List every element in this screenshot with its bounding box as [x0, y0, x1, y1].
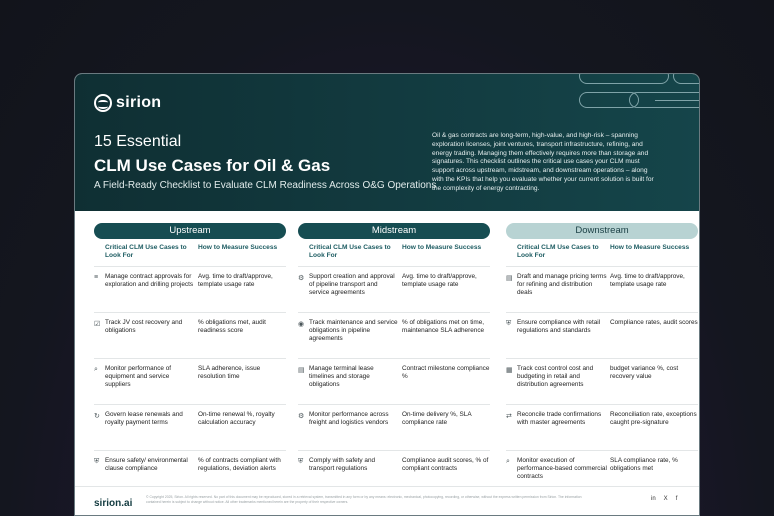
use-case-text: Track maintenance and service obligations in pipeline agreements: [309, 319, 398, 342]
kpi-text: SLA compliance rate, % obligations met: [610, 457, 678, 472]
footer-logo: sirion.ai: [94, 498, 133, 509]
use-case-text: Support creation and approval of pipeline transport and service agreements: [309, 273, 395, 296]
column-upstream: [94, 223, 286, 496]
gear-icon: ⚙: [298, 275, 305, 282]
kpi-text: % obligations met, audit readiness score: [198, 319, 266, 334]
shield-icon: ⛨: [298, 458, 304, 465]
table-row: [506, 312, 698, 358]
use-case-text: Track cost control cost and budgeting in retail and distribution agreements: [517, 365, 594, 388]
use-case-text: Manage terminal lease timelines and storage obligations: [309, 365, 374, 388]
subhead-measure: How to Measure Success: [402, 244, 482, 251]
table-row: [298, 266, 490, 312]
eye-icon: ◉: [298, 321, 305, 328]
kpi-text: Compliance rates, audit scores: [610, 319, 698, 326]
use-case-columns: [75, 211, 700, 486]
search-icon: ⌕: [506, 458, 510, 465]
search-icon: ⌕: [94, 366, 98, 373]
shield-icon: ⛨: [94, 458, 100, 465]
decor-line: [655, 100, 700, 101]
linkedin-icon[interactable]: in: [651, 496, 656, 502]
subhead-measure: How to Measure Success: [610, 244, 690, 251]
decor-pill: [579, 73, 669, 84]
kpi-text: SLA adherence, issue resolution time: [198, 365, 261, 380]
table-row: [298, 312, 490, 358]
x-icon[interactable]: X: [663, 496, 668, 502]
table-row: [298, 404, 490, 450]
copyright-text: © Copyright 2025, Sirion. All rights reserved. No part of this document may be reproduced, stored in a retrieval system, transmitted in any form or by any means: electronic, mechanical, photocopying, recording, or otherwise, without the express written permission from Sirion. The information contained herein is subject to change without notice. All other trademarks mentioned herein are the property of their respective owners.: [146, 495, 582, 504]
subhead-use-cases: Critical CLM Use Cases to Look For: [517, 244, 599, 259]
kpi-text: % of contracts compliant with regulations, deviation alerts: [198, 457, 281, 472]
kpi-text: Avg. time to draft/approve, template usage rate: [198, 273, 273, 288]
social-links: [651, 496, 677, 502]
use-case-text: Monitor performance across freight and logistics vendors: [309, 411, 389, 426]
document-icon: ▤: [298, 367, 305, 374]
use-case-text: Draft and manage pricing terms for refining and distribution deals: [517, 273, 607, 296]
intro-paragraph: Oil & gas contracts are long-term, high-value, and high-risk – spanning exploration licenses, joint ventures, transport infrastructure, refining, and energy trading. Managing them effectively requires more than storage and signatures. This checklist outlines the critical use cases your CLM must support across upstream, midstream, and downstream operations – along with the KPIs that help you evaluate whether your current solution is built for the complexity of energy contracting.: [432, 132, 654, 192]
use-case-text: Reconcile trade confirmations with master agreements: [517, 411, 602, 426]
column-header: Midstream: [298, 223, 490, 239]
use-case-text: Ensure safety/ environmental clause compliance: [105, 457, 188, 472]
checkbox-icon: ☑: [94, 321, 101, 328]
gear-icon: ⚙: [298, 413, 305, 420]
table-row: [506, 266, 698, 312]
kpi-text: Contract milestone compliance %: [402, 365, 490, 380]
column-header: Downstream: [506, 223, 698, 239]
use-case-text: Ensure compliance with retail regulations and standards: [517, 319, 601, 334]
title-line-2: CLM Use Cases for Oil & Gas: [94, 156, 331, 175]
facebook-icon[interactable]: f: [675, 496, 678, 502]
subhead-use-cases: Critical CLM Use Cases to Look For: [309, 244, 391, 259]
table-row: [94, 404, 286, 450]
kpi-text: Avg. time to draft/approve, template usage rate: [402, 273, 477, 288]
kpi-text: On-time renewal %, royalty calculation accuracy: [198, 411, 275, 426]
kpi-text: On-time delivery %, SLA compliance rate: [402, 411, 472, 426]
column-midstream: [298, 223, 490, 496]
column-downstream: [506, 223, 698, 496]
subhead-measure: How to Measure Success: [198, 244, 278, 251]
kpi-text: Avg. time to draft/approve, template usage rate: [610, 273, 685, 288]
footer: [75, 486, 700, 516]
kpi-text: budget variance %, cost recovery value: [610, 365, 679, 380]
subtitle: A Field-Ready Checklist to Evaluate CLM Readiness Across O&G Operations: [94, 180, 437, 191]
calculator-icon: ▦: [506, 367, 513, 374]
document-icon: ▤: [506, 275, 513, 282]
table-row: [298, 358, 490, 404]
sirion-logo: [94, 94, 161, 112]
sirion-logo-icon: [94, 94, 112, 112]
subhead-use-cases: Critical CLM Use Cases to Look For: [105, 244, 187, 259]
kpi-text: Reconciliation rate, exceptions caught pre-signature: [610, 411, 697, 426]
logo-text: sirion: [116, 94, 162, 111]
use-case-text: Track JV cost recovery and obligations: [105, 319, 183, 334]
shield-icon: ⛨: [506, 320, 512, 327]
kpi-text: Compliance audit scores, % of compliant contracts: [402, 457, 489, 472]
table-row: [94, 358, 286, 404]
use-case-text: Manage contract approvals for exploration and drilling projects: [105, 273, 194, 288]
use-case-text: Govern lease renewals and royalty payment terms: [105, 411, 183, 426]
table-row: [94, 266, 286, 312]
list-icon: ≡: [94, 274, 99, 281]
table-row: [506, 358, 698, 404]
decor-pill: [673, 73, 700, 84]
table-row: [506, 404, 698, 450]
checklist-card: [74, 73, 700, 516]
use-case-text: Monitor performance of equipment and service suppliers: [105, 365, 172, 388]
renew-icon: ↻: [94, 413, 100, 420]
use-case-text: Comply with safety and transport regulations: [309, 457, 376, 472]
hero-banner: [75, 74, 700, 211]
column-header: Upstream: [94, 223, 286, 239]
title-line-1: 15 Essential: [94, 133, 182, 150]
table-row: [94, 312, 286, 358]
use-case-text: Monitor execution of performance-based commercial contracts: [517, 457, 607, 480]
exchange-icon: ⇄: [506, 413, 512, 420]
kpi-text: % of obligations met on time, maintenance SLA adherence: [402, 319, 485, 334]
